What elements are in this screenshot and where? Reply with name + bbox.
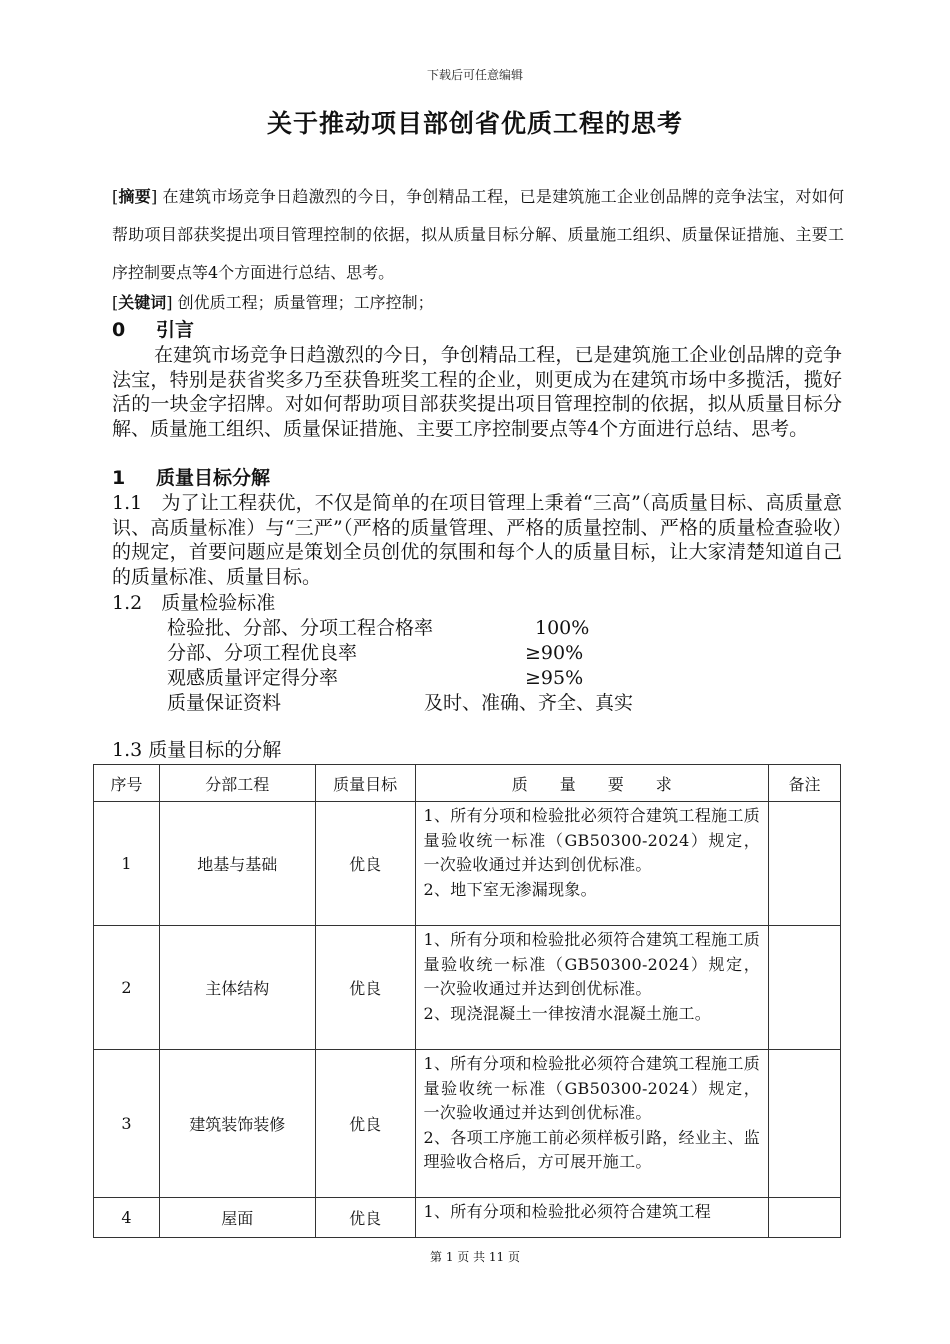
quality-target-table	[93, 764, 841, 1238]
section-1-heading	[112, 466, 270, 490]
section-0-title: 引言	[156, 319, 195, 341]
table-row	[94, 802, 841, 926]
section-0-number: 0	[112, 319, 126, 341]
requirement-line: 1、所有分项和检验批必须符合建筑工程	[423, 1202, 712, 1221]
requirement-line: 2、地下室无渗漏现象。	[423, 879, 597, 899]
cell-goal: 优良	[315, 926, 415, 1050]
cell-requirement	[415, 1050, 769, 1198]
cell-note	[769, 1050, 841, 1198]
standard-label: 观感质量评定得分率	[167, 667, 339, 689]
standard-value: 及时、准确、齐全、真实	[424, 692, 634, 714]
abstract-text: 在建筑市场竞争日趋激烈的今日，争创精品工程，已是建筑施工企业创品牌的竞争法宝，对如何帮助项目部获奖提出项目管理控制的依据，拟从质量目标分解、质量施工组织、质量保证措施、主要工序控制要点等4个方面进行总结、思考。	[112, 187, 844, 282]
cell-no: 1	[94, 802, 160, 926]
requirement-line: 1、所有分项和检验批必须符合建筑工程施工质量验收统一标准（GB50300-2024）规定，一次验收通过并达到创优标准。	[423, 1054, 761, 1122]
standard-label: 检验批、分部、分项工程合格率	[167, 617, 434, 639]
table-row	[94, 1050, 841, 1198]
requirement-line: 2、现浇混凝土一律按清水混凝土施工。	[423, 1003, 712, 1023]
abstract	[112, 178, 844, 292]
page-title: 关于推动项目部创省优质工程的思考	[266, 109, 683, 138]
requirement-line: 2、各项工序施工前必须样板引路，经业主、监理验收合格后，方可展开施工。	[423, 1127, 761, 1171]
section-1-number: 1	[112, 467, 126, 489]
cell-part: 建筑装饰装修	[159, 1050, 315, 1198]
page-footer: 第 1 页 共 11 页	[430, 1250, 520, 1264]
header-note: 下载后可任意编辑	[426, 68, 523, 82]
header-no: 序号	[94, 765, 160, 802]
standard-value: 100%	[535, 617, 590, 639]
section-1-3-heading: 1.3 质量目标的分解	[112, 739, 282, 761]
cell-goal: 优良	[315, 1050, 415, 1198]
header-goal: 质量目标	[315, 765, 415, 802]
standard-row	[167, 666, 584, 690]
standard-row	[167, 616, 590, 640]
standard-label: 分部、分项工程优良率	[167, 642, 358, 664]
keywords	[112, 290, 844, 316]
cell-no: 4	[94, 1198, 160, 1238]
cell-goal: 优良	[315, 1198, 415, 1238]
section-1-title: 质量目标分解	[156, 467, 271, 489]
header-part: 分部工程	[159, 765, 315, 802]
standard-row	[167, 641, 584, 665]
section-1-2-heading: 1.2 质量检验标准	[112, 592, 276, 614]
abstract-tag: 摘要	[118, 187, 151, 206]
cell-note	[769, 926, 841, 1050]
cell-part: 主体结构	[159, 926, 315, 1050]
table-row	[94, 1198, 841, 1238]
standard-value: ≥90%	[525, 642, 584, 664]
table-row	[94, 926, 841, 1050]
section-0-heading	[112, 318, 194, 342]
cell-requirement	[415, 802, 769, 926]
cell-requirement	[415, 1198, 769, 1238]
abstract-bracket-close: ]	[150, 187, 158, 206]
standard-value: ≥95%	[525, 667, 584, 689]
cell-note	[769, 1198, 841, 1238]
keywords-bracket-close: ]	[166, 293, 173, 312]
cell-part: 地基与基础	[159, 802, 315, 926]
section-1-1-text: 1.1 为了让工程获优，不仅是简单的在项目管理上秉着“三高”（高质量目标、高质量意识、高质量标准）与“三严”（严格的质量管理、严格的质量控制、严格的质量检查验收）的规定，首要问题应是策划全员创优的氛围和每个人的质量目标，让大家清楚知道自己的质量标准、质量目标。	[112, 492, 842, 588]
requirement-line: 1、所有分项和检验批必须符合建筑工程施工质量验收统一标准（GB50300-2024）规定，一次验收通过并达到创优标准。	[423, 806, 761, 874]
abstract-bracket-open: [	[112, 187, 119, 206]
header-note: 备注	[769, 765, 841, 802]
cell-requirement	[415, 926, 769, 1050]
keywords-bracket-open: [	[112, 293, 119, 312]
cell-part: 屋面	[159, 1198, 315, 1238]
requirement-line: 1、所有分项和检验批必须符合建筑工程施工质量验收统一标准（GB50300-2024）规定，一次验收通过并达到创优标准。	[423, 930, 761, 998]
section-0-text: 在建筑市场竞争日趋激烈的今日，争创精品工程，已是建筑施工企业创品牌的竞争法宝，特别是获省奖多乃至获鲁班奖工程的企业，则更成为在建筑市场中多揽活，揽好活的一块金字招牌。对如何帮助项目部获奖提出项目管理控制的依据，拟从质量目标分解、质量施工组织、质量保证措施、主要工序控制要点等4个方面进行总结、思考。	[112, 344, 842, 440]
standard-row	[167, 691, 634, 715]
table-header-row	[94, 765, 841, 802]
cell-note	[769, 802, 841, 926]
keywords-text: 创优质工程；质量管理；工序控制；	[177, 293, 434, 312]
cell-no: 2	[94, 926, 160, 1050]
header-requirement: 质 量 要 求	[415, 765, 769, 802]
standard-label: 质量保证资料	[167, 692, 282, 714]
cell-goal: 优良	[315, 802, 415, 926]
cell-no: 3	[94, 1050, 160, 1198]
keywords-tag: 关键词	[118, 293, 167, 312]
